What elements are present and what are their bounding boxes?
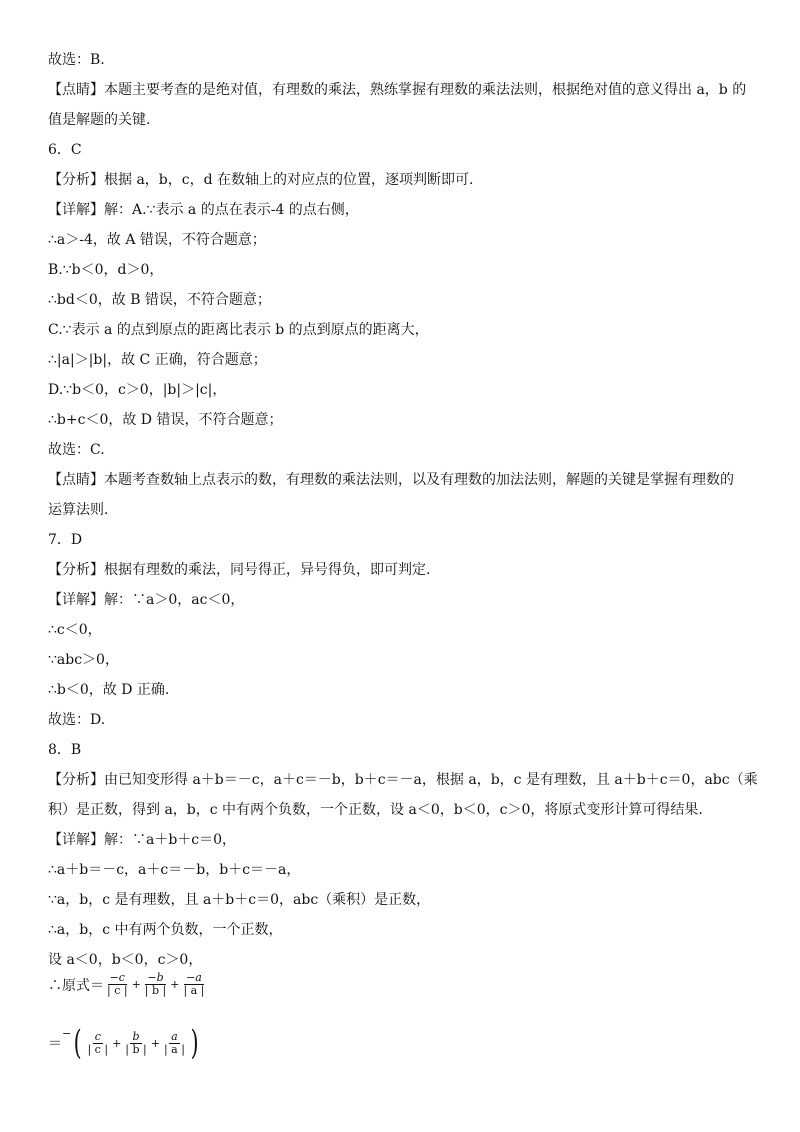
fraction-denominator: | c | [107, 984, 128, 997]
formula-original-expression [48, 972, 207, 997]
text-line: ∴b+c＜0，故 D 错误，不符合题意； [48, 412, 283, 428]
plus-sign: + [112, 1036, 122, 1050]
text-line: ∴|a|＞|b|，故 C 正确，符合题意； [48, 352, 267, 368]
formula-prefix: ＝ [48, 1036, 62, 1052]
question-number: 7．D [48, 532, 83, 548]
text-line: ∴c＜0， [48, 622, 102, 638]
fraction-denominator: | a | [163, 1042, 185, 1056]
fraction [105, 972, 130, 997]
fraction-numerator: c [94, 1029, 101, 1043]
text-line: 【点睛】本题考查数轴上点表示的数，有理数的乘法法则，以及有理数的加法法则，解题的关键是掌握有理数的 [48, 472, 734, 488]
fraction-denominator: | b | [144, 984, 167, 997]
fraction [162, 1031, 187, 1056]
plus-sign: + [170, 978, 180, 991]
text-line: 故选：D. [48, 712, 106, 728]
text-line: 故选：B. [48, 52, 105, 68]
text-line: 【详解】解：∵a＋b＋c＝0， [48, 832, 237, 848]
text-line: C.∵表示 a 的点到原点的距离比表示 b 的点到原点的距离大， [48, 322, 429, 338]
text-line: 【分析】根据有理数的乘法，同号得正，异号得负，即可判定. [48, 562, 431, 578]
text-line: 【点睛】本题主要考查的是绝对值，有理数的乘法，熟练掌握有理数的乘法法则，根据绝对值的意义得出 a，b 的 [48, 82, 747, 98]
text-line: 【分析】根据 a，b，c，d 在数轴上的对应点的位置，逐项判断即可. [48, 172, 474, 188]
question-number: 8．B [48, 742, 82, 758]
text-line: 运算法则. [48, 502, 109, 518]
text-line: ∴bd＜0，故 B 错误，不符合题意； [48, 292, 271, 308]
minus-sign: − [62, 1026, 72, 1040]
fraction-numerator: a [171, 1029, 178, 1043]
text-line: ∴b＜0，故 D 正确. [48, 682, 170, 698]
text-line: 积）是正数，得到 a，b，c 中有两个负数，一个正数，设 a＜0，b＜0，c＞0，将原式变形计算可得结果. [48, 802, 703, 818]
text-line: 【详解】解：∵a＞0，ac＜0， [48, 592, 245, 608]
text-line: D.∵b＜0，c＞0，|b|＞|c|， [48, 382, 227, 398]
text-line: 【分析】由已知变形得 a＋b＝－c，a＋c＝－b，b＋c＝－a，根据 a，b，c 是有理数，且 a＋b＋c＝0，abc（乘 [48, 772, 758, 788]
plus-sign: + [150, 1036, 160, 1050]
formula-negated-sum [48, 1023, 201, 1063]
left-parenthesis: ( [73, 1023, 82, 1063]
text-line: 【详解】解：A.∵表示 a 的点在表示-4 的点右侧， [48, 202, 359, 218]
question-number: 6．C [48, 142, 82, 158]
fraction [123, 1031, 148, 1056]
fraction-numerator: −c [109, 971, 125, 984]
fraction [181, 972, 206, 997]
fraction-denominator: | a | [183, 984, 205, 997]
text-line: ∵abc＞0， [48, 652, 119, 668]
fraction-numerator: −b [147, 971, 164, 984]
text-line: B.∵b＜0，d＞0， [48, 262, 164, 278]
fraction [143, 972, 168, 997]
text-line: ∴a＞-4，故 A 错误，不符合题意； [48, 232, 266, 248]
right-parenthesis: ) [190, 1023, 199, 1063]
text-line: ∴a＋b＝－c，a＋c＝－b，b＋c＝－a， [48, 862, 301, 878]
text-line: ∵a，b，c 是有理数，且 a＋b＋c＝0，abc（乘积）是正数， [48, 892, 431, 908]
text-line: ∴a，b，c 中有两个负数，一个正数， [48, 922, 283, 938]
text-line: 值是解题的关键. [48, 112, 151, 128]
text-line: 设 a＜0，b＜0，c＞0， [48, 952, 203, 968]
text-line: 故选：C. [48, 442, 105, 458]
formula-prefix: ∴原式＝ [48, 977, 104, 994]
fraction [85, 1031, 110, 1056]
fraction-denominator: | c | [87, 1042, 109, 1056]
fraction-numerator: b [132, 1029, 140, 1043]
plus-sign: + [131, 978, 141, 991]
fraction-denominator: | b | [125, 1042, 147, 1056]
fraction-numerator: −a [186, 971, 202, 984]
